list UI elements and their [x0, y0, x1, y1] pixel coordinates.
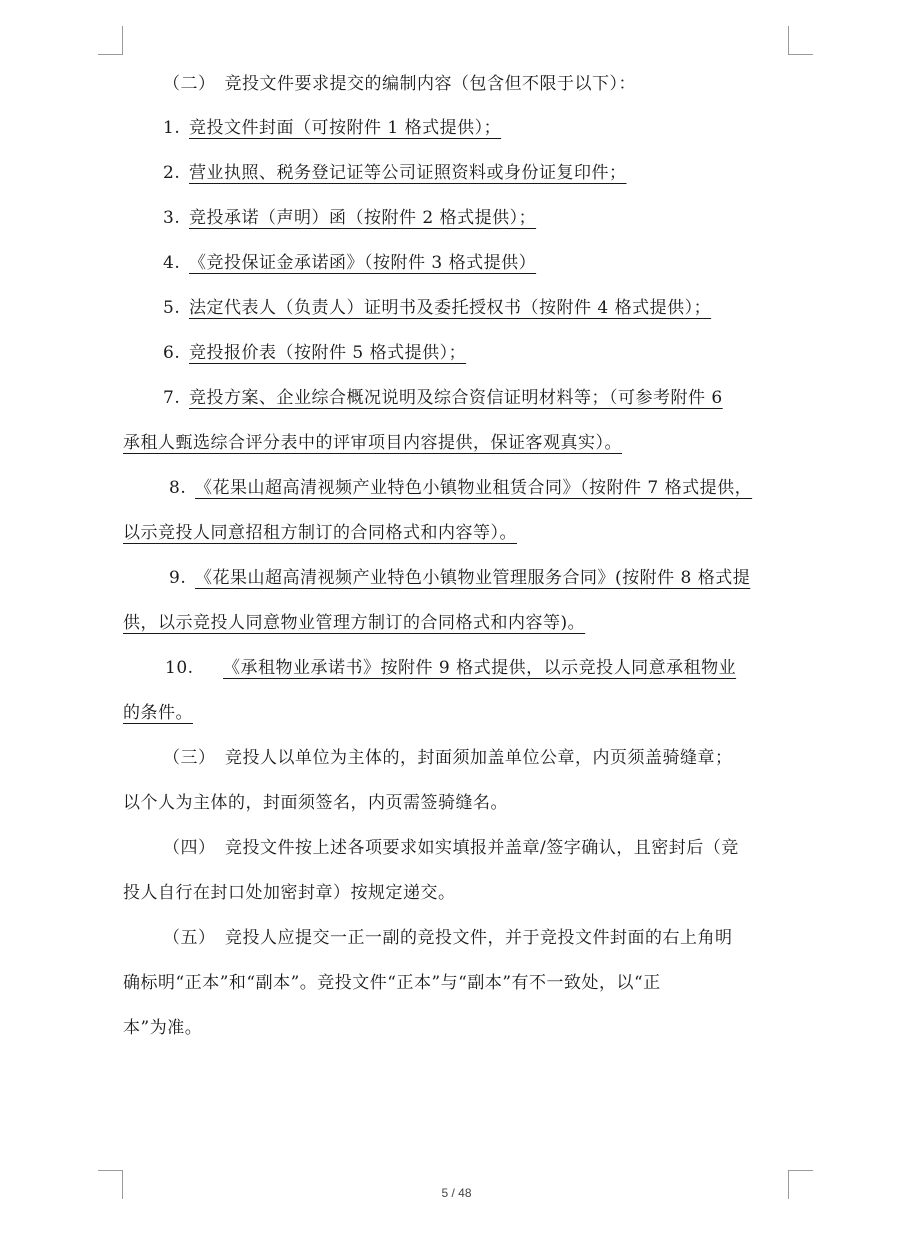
list-item-8: 8. 《花果山超高清视频产业特色小镇物业租赁合同》（按附件 7 格式提供，: [169, 478, 753, 498]
list-item-2: 2. 营业执照、税务登记证等公司证照资料或身份证复印件；: [163, 163, 627, 183]
list-item-9: 9. 《花果山超高清视频产业特色小镇物业管理服务合同》(按附件 8 格式提: [169, 568, 751, 588]
list-item-8-continued: 以示竞投人同意招租方制订的合同格式和内容等）。: [123, 523, 517, 543]
section-5-paragraph: （五） 竞投人应提交一正一副的竞投文件，并于竞投文件封面的右上角明: [163, 928, 733, 948]
list-item-5: 5. 法定代表人（负责人）证明书及委托授权书（按附件 4 格式提供）；: [163, 298, 712, 318]
list-item-10-continued: 的条件。: [123, 703, 193, 723]
crop-mark-top-left: [98, 26, 123, 55]
list-item-3: 3. 竞投承诺（声明）函（按附件 2 格式提供）；: [163, 208, 537, 228]
section-5-paragraph-continued: 确标明“正本”和“副本”。竞投文件“正本”与“副本”有不一致处，以“正: [123, 973, 661, 993]
page-number: 5 / 48: [441, 1186, 472, 1200]
list-item-1: 1. 竞投文件封面（可按附件 1 格式提供）；: [163, 118, 502, 138]
crop-mark-top-right: [788, 26, 813, 55]
section-4-paragraph-continued: 投人自行在封口处加密封章）按规定递交。: [123, 883, 456, 903]
section-2-heading: （二） 竞投文件要求提交的编制内容（包含但不限于以下）：: [163, 74, 636, 94]
section-3-paragraph-continued: 以个人为主体的，封面须签名，内页需签骑缝名。: [123, 793, 508, 813]
section-4-paragraph: （四） 竞投文件按上述各项要求如实填报并盖章/签字确认，且密封后（竞: [163, 838, 739, 858]
list-item-7: 7. 竞投方案、企业综合概况说明及综合资信证明材料等；（可参考附件 6: [163, 388, 723, 408]
list-item-10: 10. 《承租物业承诺书》按附件 9 格式提供，以示竞投人同意承租物业: [165, 658, 737, 678]
list-item-4: 4. 《竞投保证金承诺函》（按附件 3 格式提供）: [163, 253, 537, 273]
list-item-6: 6. 竞投报价表（按附件 5 格式提供）；: [163, 343, 467, 363]
list-item-9-continued: 供，以示竞投人同意物业管理方制订的合同格式和内容等)。: [123, 613, 586, 633]
list-item-7-continued: 承租人甄选综合评分表中的评审项目内容提供，保证客观真实）。: [123, 433, 622, 453]
section-3-paragraph: （三） 竞投人以单位为主体的，封面须加盖单位公章，内页须盖骑缝章；: [163, 748, 733, 768]
section-5-paragraph-end: 本”为准。: [123, 1018, 203, 1038]
